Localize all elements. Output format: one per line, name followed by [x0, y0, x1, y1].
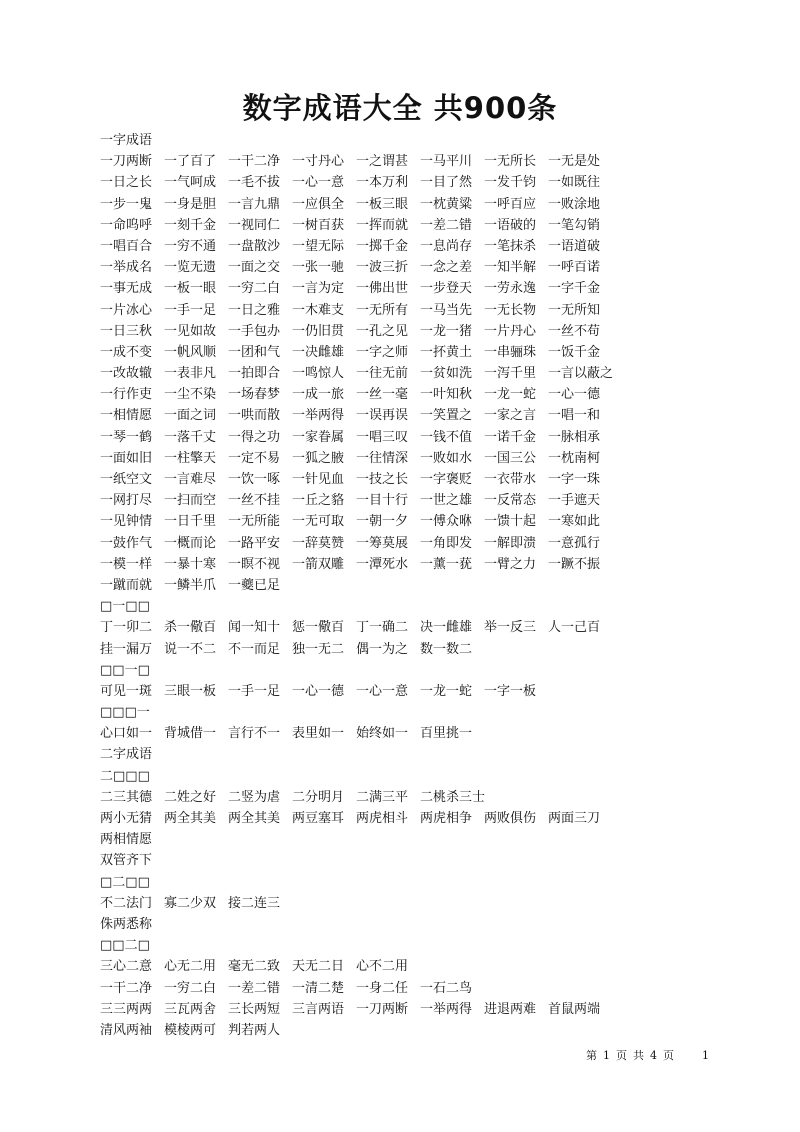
idiom-item: 一片丹心 — [484, 323, 537, 339]
idiom-item: 两相情愿 — [100, 832, 153, 848]
idiom-item: 一丘之貉 — [292, 493, 345, 509]
idiom-row — [100, 469, 720, 490]
idiom-row — [100, 999, 720, 1020]
idiom-item: 一穷不通 — [164, 238, 217, 254]
page-footer — [586, 1047, 715, 1063]
section-heading: □二□□ — [100, 874, 150, 890]
idiom-item: 一知半解 — [484, 260, 537, 276]
idiom-row — [100, 1020, 720, 1041]
idiom-item: 背城借一 — [164, 726, 217, 742]
idiom-item: 一无是处 — [548, 154, 601, 170]
idiom-item: 一解即溃 — [484, 535, 537, 551]
footer-current-page: 1 — [603, 1049, 610, 1062]
idiom-item: 一尘不染 — [164, 387, 217, 403]
idiom-item: 一呼百应 — [484, 196, 537, 212]
idiom-item: 一仍旧贯 — [292, 323, 345, 339]
idiom-item: 一命呜呼 — [100, 217, 153, 233]
idiom-item: 一枕南柯 — [548, 450, 601, 466]
idiom-item: 一脉相承 — [548, 429, 601, 445]
idiom-item: 一行作吏 — [100, 387, 153, 403]
idiom-item: 一寒如此 — [548, 514, 601, 530]
idiom-item: 杀一儆百 — [164, 620, 217, 636]
idiom-item: 判若两人 — [228, 1022, 281, 1038]
idiom-item: 一盘散沙 — [228, 238, 281, 254]
idiom-item: 一无所有 — [356, 302, 409, 318]
idiom-item: 一石二鸟 — [420, 980, 473, 996]
idiom-item: 惩一儆百 — [292, 620, 345, 636]
idiom-item: 一言以蔽之 — [548, 366, 614, 382]
idiom-item: 心无二用 — [164, 959, 217, 975]
idiom-item: 一掷千金 — [356, 238, 409, 254]
idiom-item: 一抔黄土 — [420, 344, 473, 360]
idiom-item: 一丝一毫 — [356, 387, 409, 403]
idiom-item: 挂一漏万 — [100, 641, 153, 657]
idiom-item: 一技之长 — [356, 472, 409, 487]
idiom-item: 一佛出世 — [356, 281, 409, 297]
idiom-item: 一贫如洗 — [420, 366, 473, 382]
idiom-row — [100, 384, 720, 405]
idiom-item: 一无可取 — [292, 514, 345, 530]
idiom-item: 一龙一蛇 — [420, 683, 473, 699]
idiom-item: 一网打尽 — [100, 493, 153, 509]
idiom-item: 一手遮天 — [548, 493, 601, 509]
idiom-item: 一无所能 — [228, 514, 281, 530]
idiom-item: 一潭死水 — [356, 556, 409, 572]
idiom-item: 一改故辙 — [100, 366, 153, 382]
idiom-row — [100, 956, 720, 977]
idiom-item: 一薰一莸 — [420, 556, 473, 572]
idiom-item: 两豆塞耳 — [292, 811, 345, 826]
idiom-item: 模棱两可 — [164, 1022, 217, 1038]
idiom-item: 一语道破 — [548, 238, 601, 254]
idiom-item: 始终如一 — [356, 726, 409, 742]
idiom-item: 一针见血 — [292, 472, 345, 487]
idiom-item: 一得之功 — [228, 429, 281, 445]
idiom-item: 一差二错 — [420, 217, 473, 233]
footer-total-pages: 4 — [650, 1049, 657, 1062]
idiom-item: 两全其美 — [164, 811, 217, 826]
idiom-item: 一落千丈 — [164, 429, 217, 445]
idiom-item: 一了百了 — [164, 154, 217, 170]
idiom-item: 一面之交 — [228, 260, 281, 276]
idiom-row — [100, 829, 720, 850]
idiom-row — [100, 194, 720, 215]
footer-word-ye2: 页 — [663, 1049, 674, 1062]
idiom-item: 二三其德 — [100, 789, 153, 805]
idiom-item: 毫无二致 — [228, 959, 281, 975]
section-heading: 二□□□ — [100, 768, 150, 784]
idiom-item: 一笑置之 — [420, 408, 473, 424]
idiom-item: 一反常态 — [484, 493, 537, 509]
idiom-item: 一息尚存 — [420, 238, 473, 254]
idiom-item: 独一无二 — [292, 641, 345, 657]
idiom-item: 两面三刀 — [548, 811, 601, 826]
idiom-item: 清风两袖 — [100, 1022, 153, 1038]
idiom-row — [100, 427, 720, 448]
idiom-item: 一穷二白 — [228, 281, 281, 297]
idiom-item: 决一雌雄 — [420, 620, 473, 636]
idiom-item: 一鼓作气 — [100, 535, 153, 551]
section-heading: □□一□ — [100, 662, 150, 678]
idiom-item: 表里如一 — [292, 726, 345, 742]
idiom-item: 一波三折 — [356, 260, 409, 276]
idiom-item: 三长两短 — [228, 1001, 281, 1017]
idiom-row — [100, 554, 720, 575]
idiom-item: 数一数二 — [420, 641, 473, 657]
idiom-item: 一国三公 — [484, 450, 537, 466]
idiom-row — [100, 511, 720, 532]
idiom-item: 言行不一 — [228, 726, 281, 742]
idiom-item: 一挥而就 — [356, 217, 409, 233]
idiom-item: 一如既往 — [548, 175, 601, 191]
idiom-item: 一视同仁 — [228, 217, 281, 233]
idiom-row — [100, 533, 720, 554]
idiom-item: 一往无前 — [356, 366, 409, 382]
idiom-item: 一笔抹杀 — [484, 238, 537, 254]
idiom-item: 二分明月 — [292, 789, 345, 805]
idiom-item: 一树百获 — [292, 217, 345, 233]
idiom-item: 一决雌雄 — [292, 344, 345, 360]
idiom-item: 一言难尽 — [164, 472, 217, 487]
idiom-item: 一钱不值 — [420, 429, 473, 445]
idiom-item: 两败俱伤 — [484, 811, 537, 826]
idiom-row — [100, 300, 720, 321]
idiom-item: 一念之差 — [420, 260, 473, 276]
idiom-item: 一毛不拔 — [228, 175, 281, 191]
idiom-item: 一字千金 — [548, 281, 601, 297]
idiom-item: 一帆风顺 — [164, 344, 217, 360]
idiom-item: 一龙一蛇 — [484, 387, 537, 403]
idiom-item: 一劳永逸 — [484, 281, 537, 297]
idiom-row — [100, 617, 720, 638]
idiom-item: 一手包办 — [228, 323, 281, 339]
idiom-row — [100, 893, 720, 914]
idiom-item: 一傅众咻 — [420, 514, 473, 530]
idiom-row — [100, 808, 720, 829]
idiom-item: 一孔之见 — [356, 323, 409, 339]
idiom-row — [100, 405, 720, 426]
idiom-item: 两全其美 — [228, 811, 281, 826]
idiom-item: 一身二任 — [356, 980, 409, 996]
idiom-item: 一臂之力 — [484, 556, 537, 572]
idiom-item: 一刻千金 — [164, 217, 217, 233]
idiom-item: 闻一知十 — [228, 620, 281, 636]
idiom-item: 一误再误 — [356, 408, 409, 424]
idiom-row — [100, 236, 720, 257]
idiom-item: 一干二净 — [228, 154, 281, 170]
idiom-item: 一日之长 — [100, 175, 153, 191]
idiom-item: 一路平安 — [228, 535, 281, 551]
idiom-item: 一衣带水 — [484, 472, 537, 487]
idiom-item: 一身是胆 — [164, 196, 217, 212]
idiom-item: 不一而足 — [228, 641, 281, 657]
idiom-item: 一日千里 — [164, 514, 217, 530]
idiom-item: 一字一板 — [484, 683, 537, 699]
idiom-item: 一串骊珠 — [484, 344, 537, 360]
idiom-item: 二满三平 — [356, 789, 409, 805]
idiom-item: 双管齐下 — [100, 853, 153, 869]
idiom-item: 心不二用 — [356, 959, 409, 975]
idiom-item: 三言两语 — [292, 1001, 345, 1017]
idiom-item: 寡二少双 — [164, 895, 217, 911]
idiom-item: 一鳞半爪 — [164, 577, 217, 593]
idiom-item: 一纸空文 — [100, 472, 153, 487]
idiom-item: 一心一德 — [292, 683, 345, 699]
idiom-item: 一泻千里 — [484, 366, 537, 382]
idiom-item: 一应俱全 — [292, 196, 345, 212]
idiom-row — [100, 787, 720, 808]
idiom-item: 一馈十起 — [484, 514, 537, 530]
page-title: 数字成语大全 共900条 — [242, 91, 558, 125]
idiom-item: 一琴一鹤 — [100, 429, 153, 445]
idiom-item: 一事无成 — [100, 281, 153, 297]
idiom-item: 一见如故 — [164, 323, 217, 339]
idiom-item: 一之谓甚 — [356, 154, 409, 170]
idiom-item: 一片冰心 — [100, 302, 153, 318]
idiom-item: 一无所长 — [484, 154, 537, 170]
idiom-row — [100, 342, 720, 363]
idiom-item: 一世之雄 — [420, 493, 473, 509]
idiom-item: 说一不二 — [164, 641, 217, 657]
idiom-item: 一板三眼 — [356, 196, 409, 212]
idiom-item: 一狐之腋 — [292, 450, 345, 466]
idiom-item: 一辞莫赞 — [292, 535, 345, 551]
idiom-item: 一表非凡 — [164, 366, 217, 382]
idiom-item: 二桃杀三士 — [420, 789, 486, 805]
idiom-item: 一相情愿 — [100, 408, 153, 424]
idiom-row — [100, 448, 720, 469]
idiom-item: 不二法门 — [100, 895, 153, 911]
idiom-item: 一面如旧 — [100, 450, 153, 466]
idiom-item: 一唱百合 — [100, 238, 153, 254]
idiom-item: 一家之言 — [484, 408, 537, 424]
idiom-item: 一概而论 — [164, 535, 217, 551]
idiom-item: 一往情深 — [356, 450, 409, 466]
idiom-item: 一龙一猪 — [420, 323, 473, 339]
idiom-item: 两小无猜 — [100, 811, 153, 826]
idiom-item: 三心二意 — [100, 959, 153, 975]
idiom-row — [100, 363, 720, 384]
idiom-item: 一意孤行 — [548, 535, 601, 551]
idiom-item: 一无长物 — [484, 302, 537, 318]
idiom-item: 一心一意 — [292, 175, 345, 191]
idiom-item: 一本万利 — [356, 175, 409, 191]
idiom-item: 一角即发 — [420, 535, 473, 551]
idiom-item: 一览无遗 — [164, 260, 217, 276]
idiom-item: 一气呵成 — [164, 175, 217, 191]
idiom-item: 一拍即合 — [228, 366, 281, 382]
idiom-item: 一箭双雕 — [292, 556, 345, 572]
idiom-item: 一夔已足 — [228, 577, 281, 593]
section-heading: □□二□ — [100, 938, 150, 954]
idiom-item: 一步登天 — [420, 281, 473, 297]
idiom-item: 一字褒贬 — [420, 472, 473, 487]
idiom-row — [100, 172, 720, 193]
idiom-item: 一枕黄粱 — [420, 196, 473, 212]
section-heading: □一□□ — [100, 599, 150, 615]
idiom-item: 一目了然 — [420, 175, 473, 191]
idiom-item: 一马平川 — [420, 154, 473, 170]
idiom-item: 一言九鼎 — [228, 196, 281, 212]
idiom-item: 一寸丹心 — [292, 154, 345, 170]
idiom-item: 一马当先 — [420, 302, 473, 318]
idiom-row — [100, 151, 720, 172]
idiom-item: 一成不变 — [100, 344, 153, 360]
idiom-item: 一笔勾销 — [548, 217, 601, 233]
idiom-item: 人一己百 — [548, 620, 601, 636]
idiom-item: 一蹶不振 — [548, 556, 601, 572]
idiom-item: 一柱擎天 — [164, 450, 217, 466]
idiom-item: 一手一足 — [228, 683, 281, 699]
idiom-item: 一板一眼 — [164, 281, 217, 297]
idiom-row — [100, 257, 720, 278]
idiom-item: 一字一珠 — [548, 472, 601, 487]
idiom-row — [100, 215, 720, 236]
idiom-item: 一举成名 — [100, 260, 153, 276]
idiom-item: 偶一为之 — [356, 641, 409, 657]
idiom-item: 一唱三叹 — [356, 429, 409, 445]
idiom-item: 丁一卯二 — [100, 620, 153, 636]
idiom-row — [100, 681, 720, 702]
idiom-item: 接二连三 — [228, 895, 281, 911]
idiom-item: 一丝不苟 — [548, 323, 601, 339]
idiom-item: 百里挑一 — [420, 726, 473, 742]
idiom-row — [100, 723, 720, 744]
idiom-item: 一目十行 — [356, 493, 409, 509]
idiom-item: 一日三秋 — [100, 323, 153, 339]
idiom-item: 一干二净 — [100, 980, 153, 996]
idiom-list — [100, 130, 720, 1041]
idiom-item: 一场春梦 — [228, 387, 281, 403]
idiom-item: 一暴十寒 — [164, 556, 217, 572]
footer-word-ye: 页 — [616, 1049, 627, 1062]
idiom-item: 一饮一啄 — [228, 472, 281, 487]
idiom-item: 一手一足 — [164, 302, 217, 318]
idiom-item: 一心一意 — [356, 683, 409, 699]
idiom-item: 两虎相争 — [420, 811, 473, 826]
idiom-item: 二竖为虐 — [228, 789, 281, 805]
idiom-item: 一唱一和 — [548, 408, 601, 424]
idiom-item: 一望无际 — [292, 238, 345, 254]
idiom-item: 一筹莫展 — [356, 535, 409, 551]
idiom-item: 一成一旅 — [292, 387, 345, 403]
idiom-item: 一日之雅 — [228, 302, 281, 318]
idiom-item: 首鼠两端 — [548, 1001, 601, 1017]
idiom-item: 一鸣惊人 — [292, 366, 345, 382]
section-heading: 一字成语 — [100, 133, 153, 148]
idiom-item: 一刀两断 — [100, 154, 153, 170]
idiom-item: 一败如水 — [420, 450, 473, 466]
idiom-row — [100, 490, 720, 511]
idiom-item: 一瞑不视 — [228, 556, 281, 572]
idiom-item: 二姓之好 — [164, 789, 217, 805]
idiom-item: 一面之词 — [164, 408, 217, 424]
idiom-item: 一模一样 — [100, 556, 153, 572]
idiom-item: 丁一确二 — [356, 620, 409, 636]
idiom-item: 三三两两 — [100, 1001, 153, 1017]
idiom-item: 一语破的 — [484, 217, 537, 233]
section-heading: 二字成语 — [100, 747, 153, 763]
idiom-row — [100, 575, 720, 596]
idiom-item: 一败涂地 — [548, 196, 601, 212]
idiom-item: 一言为定 — [292, 281, 345, 297]
idiom-item: 一发千钧 — [484, 175, 537, 191]
idiom-row — [100, 321, 720, 342]
idiom-item: 一诺千金 — [484, 429, 537, 445]
idiom-item: 一字之师 — [356, 344, 409, 360]
idiom-item: 一无所知 — [548, 302, 601, 318]
idiom-item: 天无二日 — [292, 959, 345, 975]
idiom-row — [100, 914, 720, 935]
idiom-item: 两虎相斗 — [356, 811, 409, 826]
idiom-item: 一心一德 — [548, 387, 601, 403]
idiom-item: 一木难支 — [292, 302, 345, 318]
footer-word-di: 第 — [586, 1049, 597, 1062]
idiom-row — [100, 278, 720, 299]
idiom-item: 一呼百诺 — [548, 260, 601, 276]
idiom-item: 一蹴而就 — [100, 577, 153, 593]
idiom-item: 一举两得 — [420, 1001, 473, 1017]
idiom-item: 一丝不挂 — [228, 493, 281, 509]
idiom-item: 侏两悉称 — [100, 916, 153, 932]
idiom-row — [100, 639, 720, 660]
idiom-item: 一张一驰 — [292, 260, 345, 276]
section-heading: □□□一 — [100, 705, 150, 721]
idiom-item: 进退两难 — [484, 1001, 537, 1017]
idiom-item: 一刀两断 — [356, 1001, 409, 1017]
idiom-item: 三瓦两舍 — [164, 1001, 217, 1017]
idiom-item: 一团和气 — [228, 344, 281, 360]
idiom-item: 一家眷属 — [292, 429, 345, 445]
idiom-row — [100, 850, 720, 871]
idiom-item: 心口如一 — [100, 726, 153, 742]
page-number: 1 — [702, 1049, 709, 1062]
idiom-item: 一哄而散 — [228, 408, 281, 424]
idiom-item: 一饭千金 — [548, 344, 601, 360]
idiom-item: 一叶知秋 — [420, 387, 473, 403]
idiom-item: 一朝一夕 — [356, 514, 409, 530]
footer-word-gong: 共 — [633, 1049, 644, 1062]
idiom-item: 一举两得 — [292, 408, 345, 424]
idiom-item: 一差二错 — [228, 980, 281, 996]
idiom-item: 三眼一板 — [164, 683, 217, 699]
idiom-item: 可见一斑 — [100, 683, 153, 699]
idiom-item: 一清二楚 — [292, 980, 345, 996]
idiom-item: 一见钟情 — [100, 514, 153, 530]
idiom-item: 一定不易 — [228, 450, 281, 466]
idiom-item: 一扫而空 — [164, 493, 217, 509]
idiom-item: 一穷二白 — [164, 980, 217, 996]
idiom-item: 一步一鬼 — [100, 196, 153, 212]
idiom-item: 举一反三 — [484, 620, 537, 636]
idiom-row — [100, 978, 720, 999]
